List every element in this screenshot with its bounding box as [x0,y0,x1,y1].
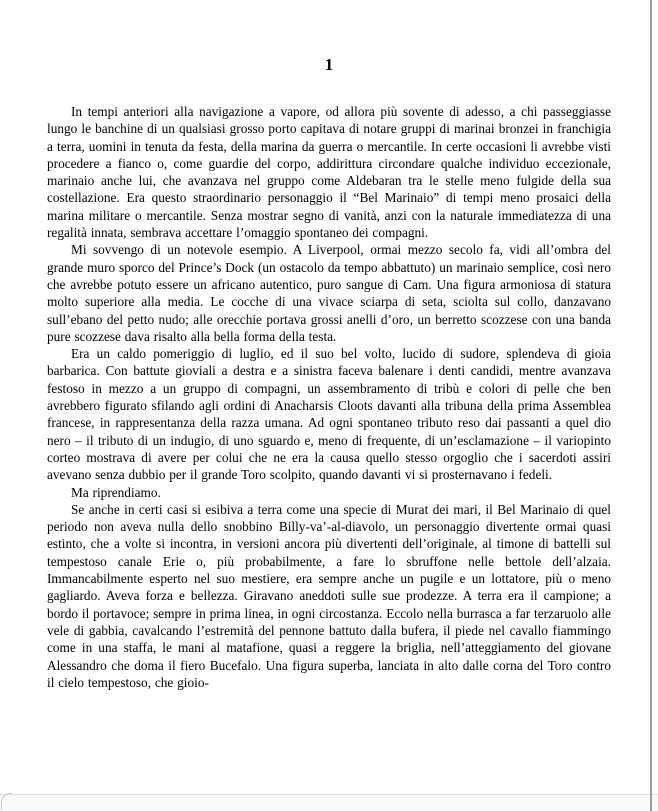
chapter-number: 1 [324,55,334,74]
page-right-edge-line [650,0,652,811]
paragraph-1: In tempi anteriori alla navigazione a vapore, od allora più sovente di adesso, a chi passeggiasse lungo le banchine di un qualsiasi grosso porto capitava di notare gruppi di marinai bronzei in franchigia a terra, uomini in tenuta da festa, della marina da guerra o mercantile. In certe occasioni li avrebbe visti procedere a fianco o, come guardie del corpo, addirittura circondare qualche individuo eccezionale, marinaio anche lui, che avanzava nel gruppo come Aldebaran tra le stelle meno fulgide della sua costellazione. Era questo straordinario personaggio il “Bel Marinaio” di tempi meno prosaici della marina militare o mercantile. Senza mostrar segno di vanità, anzi con la naturale immediatezza di una regalità innata, sembrava accettare l’omaggio spontaneo dei compagni. [47,104,611,241]
paragraph-4: Ma riprendiamo. [71,484,161,500]
page-corner-icon [1,793,12,810]
book-page [47,0,611,691]
paragraph-3: Era un caldo pomeriggio di luglio, ed il suo bel volto, lucido di sudore, splendeva di gioia barbarica. Con battute gioviali a destra e a sinistra faceva balenare i denti candidi, mentre avanzava festoso in mezzo a un gruppo di compagni, un assembramento di tribù e colori di pelle che ben avrebbero figurato sfilando agli ordini di Anacharsis Cloots davanti alla tribuna della prima Assemblea francese, in rappresentanza della razza umana. Ad ogni spontaneo tributo reso dai passanti a quel dio nero – il tributo di un indugio, di uno sguardo e, meno di frequente, di un’esclamazione – il variopinto corteo mostrava di avere per colui che ne era la causa quello stesso orgoglio che i sacerdoti assiri avevano senza dubbio per il grande Toro scolpito, quando davanti vi si prosternavano i fedeli. [47,346,611,483]
next-page-gap [0,794,658,811]
paragraph-5: Se anche in certi casi si esibiva a terra come una specie di Murat dei mari, il Bel Marinaio di quel periodo non aveva nulla dello snobbino Billy-va’-al-diavolo, un personaggio divertente ormai quasi estinto, che a volte si incontra, in versioni ancora più divertenti dell’originale, al timone di battelli sul tempestoso canale Erie o, più probabilmente, a fare lo sbruffone nelle bettole dell’alzaia. Immancabilmente esperto nel suo mestiere, era sempre anche un pugile e un lottatore, più o meno gagliardo. Aveva forza e bellezza. Giravano aneddoti sulle sue prodezze. A terra era il campione; a bordo il portavoce; sempre in prima linea, in ogni circostanza. Eccolo nella burrasca a far terzaruolo alle vele di gabbia, cavalcando l’estremità del pennone battuto dalla bufera, il piede nel cavallo fiammingo come in una staffa, le mani al matafione, quasi a reggere la briglia, nell’atteggiamento del giovane Alessandro che doma il fiero Bucefalo. Una figura superba, lanciata in alto dalle corna del Toro contro il cielo tempestoso, che gioio- [47,501,611,690]
paragraph-2: Mi sovvengo di un notevole esempio. A Liverpool, ormai mezzo secolo fa, vidi all’ombra del grande muro sporco del Prince’s Dock (un ostacolo da tempo abbattuto) un marinaio semplice, così nero che avrebbe potuto essere un africano autentico, puro sangue di Cam. Una figura armoniosa di statura molto superiore alla media. Le cocche di una vivace sciarpa di seta, sciolta sul collo, danzavano sull’ebano del petto nudo; alle orecchie portava grossi anelli d’oro, un berretto scozzese con una banda pure scozzese dava risalto alla bella forma della testa. [47,242,611,344]
